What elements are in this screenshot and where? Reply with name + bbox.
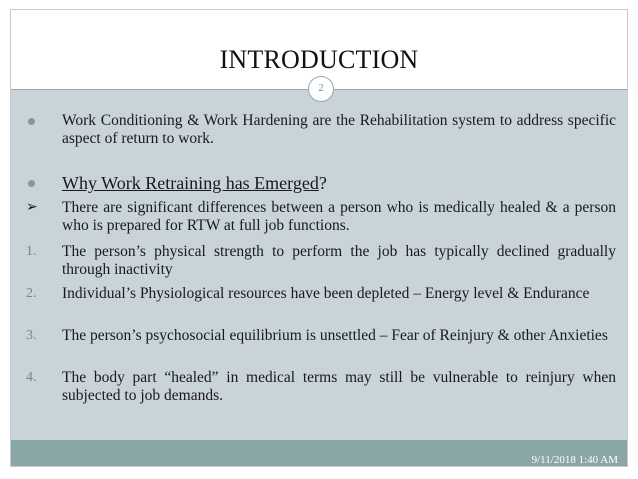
numbered-item-3 [26, 327, 616, 363]
bullet-heading-underlined: Why Work Retraining has Emerged [62, 173, 319, 193]
footer-date: 9/11/2018 1:40 AM [531, 454, 618, 466]
arrow-item [26, 199, 616, 235]
round-bullet-icon [26, 112, 56, 130]
numbered-item-text: The person’s psychosocial equilibrium is unsettled – Fear of Reinjury & other Anxieties [62, 327, 608, 344]
numbered-item-text: Individual’s Physiological resources have been depleted – Energy level & Endurance [62, 285, 590, 302]
numbered-item-1 [26, 243, 616, 279]
numbered-item-text: The person’s physical strength to perform the job has typically declined gradually through inactivity [62, 243, 616, 278]
arrow-bullet-icon: ➢ [26, 200, 38, 215]
page-number-badge: 2 [308, 76, 334, 102]
bullet-text: Work Conditioning & Work Hardening are the Rehabilitation system to address specific aspect of return to work. [62, 112, 616, 147]
list-number: 2. [26, 286, 37, 301]
bullet-heading [62, 174, 616, 192]
list-number: 3. [26, 328, 37, 343]
bullet-heading-tail: ? [318, 173, 327, 193]
numbered-item-text: The body part “healed” in medical terms may still be vulnerable to reinjury when subjected to job demands. [62, 369, 616, 404]
numbered-item-4 [26, 369, 616, 405]
slide-title: INTRODUCTION [219, 45, 419, 74]
bullet-item-1 [26, 112, 616, 148]
list-number: 4. [26, 370, 37, 385]
numbered-item-2 [26, 285, 616, 321]
list-number: 1. [26, 244, 37, 259]
bullet-item-2 [26, 174, 616, 196]
round-bullet-icon [26, 174, 56, 192]
arrow-item-text: There are significant differences between a person who is medically healed & a person who is prepared for RTW at full job functions. [62, 199, 616, 234]
